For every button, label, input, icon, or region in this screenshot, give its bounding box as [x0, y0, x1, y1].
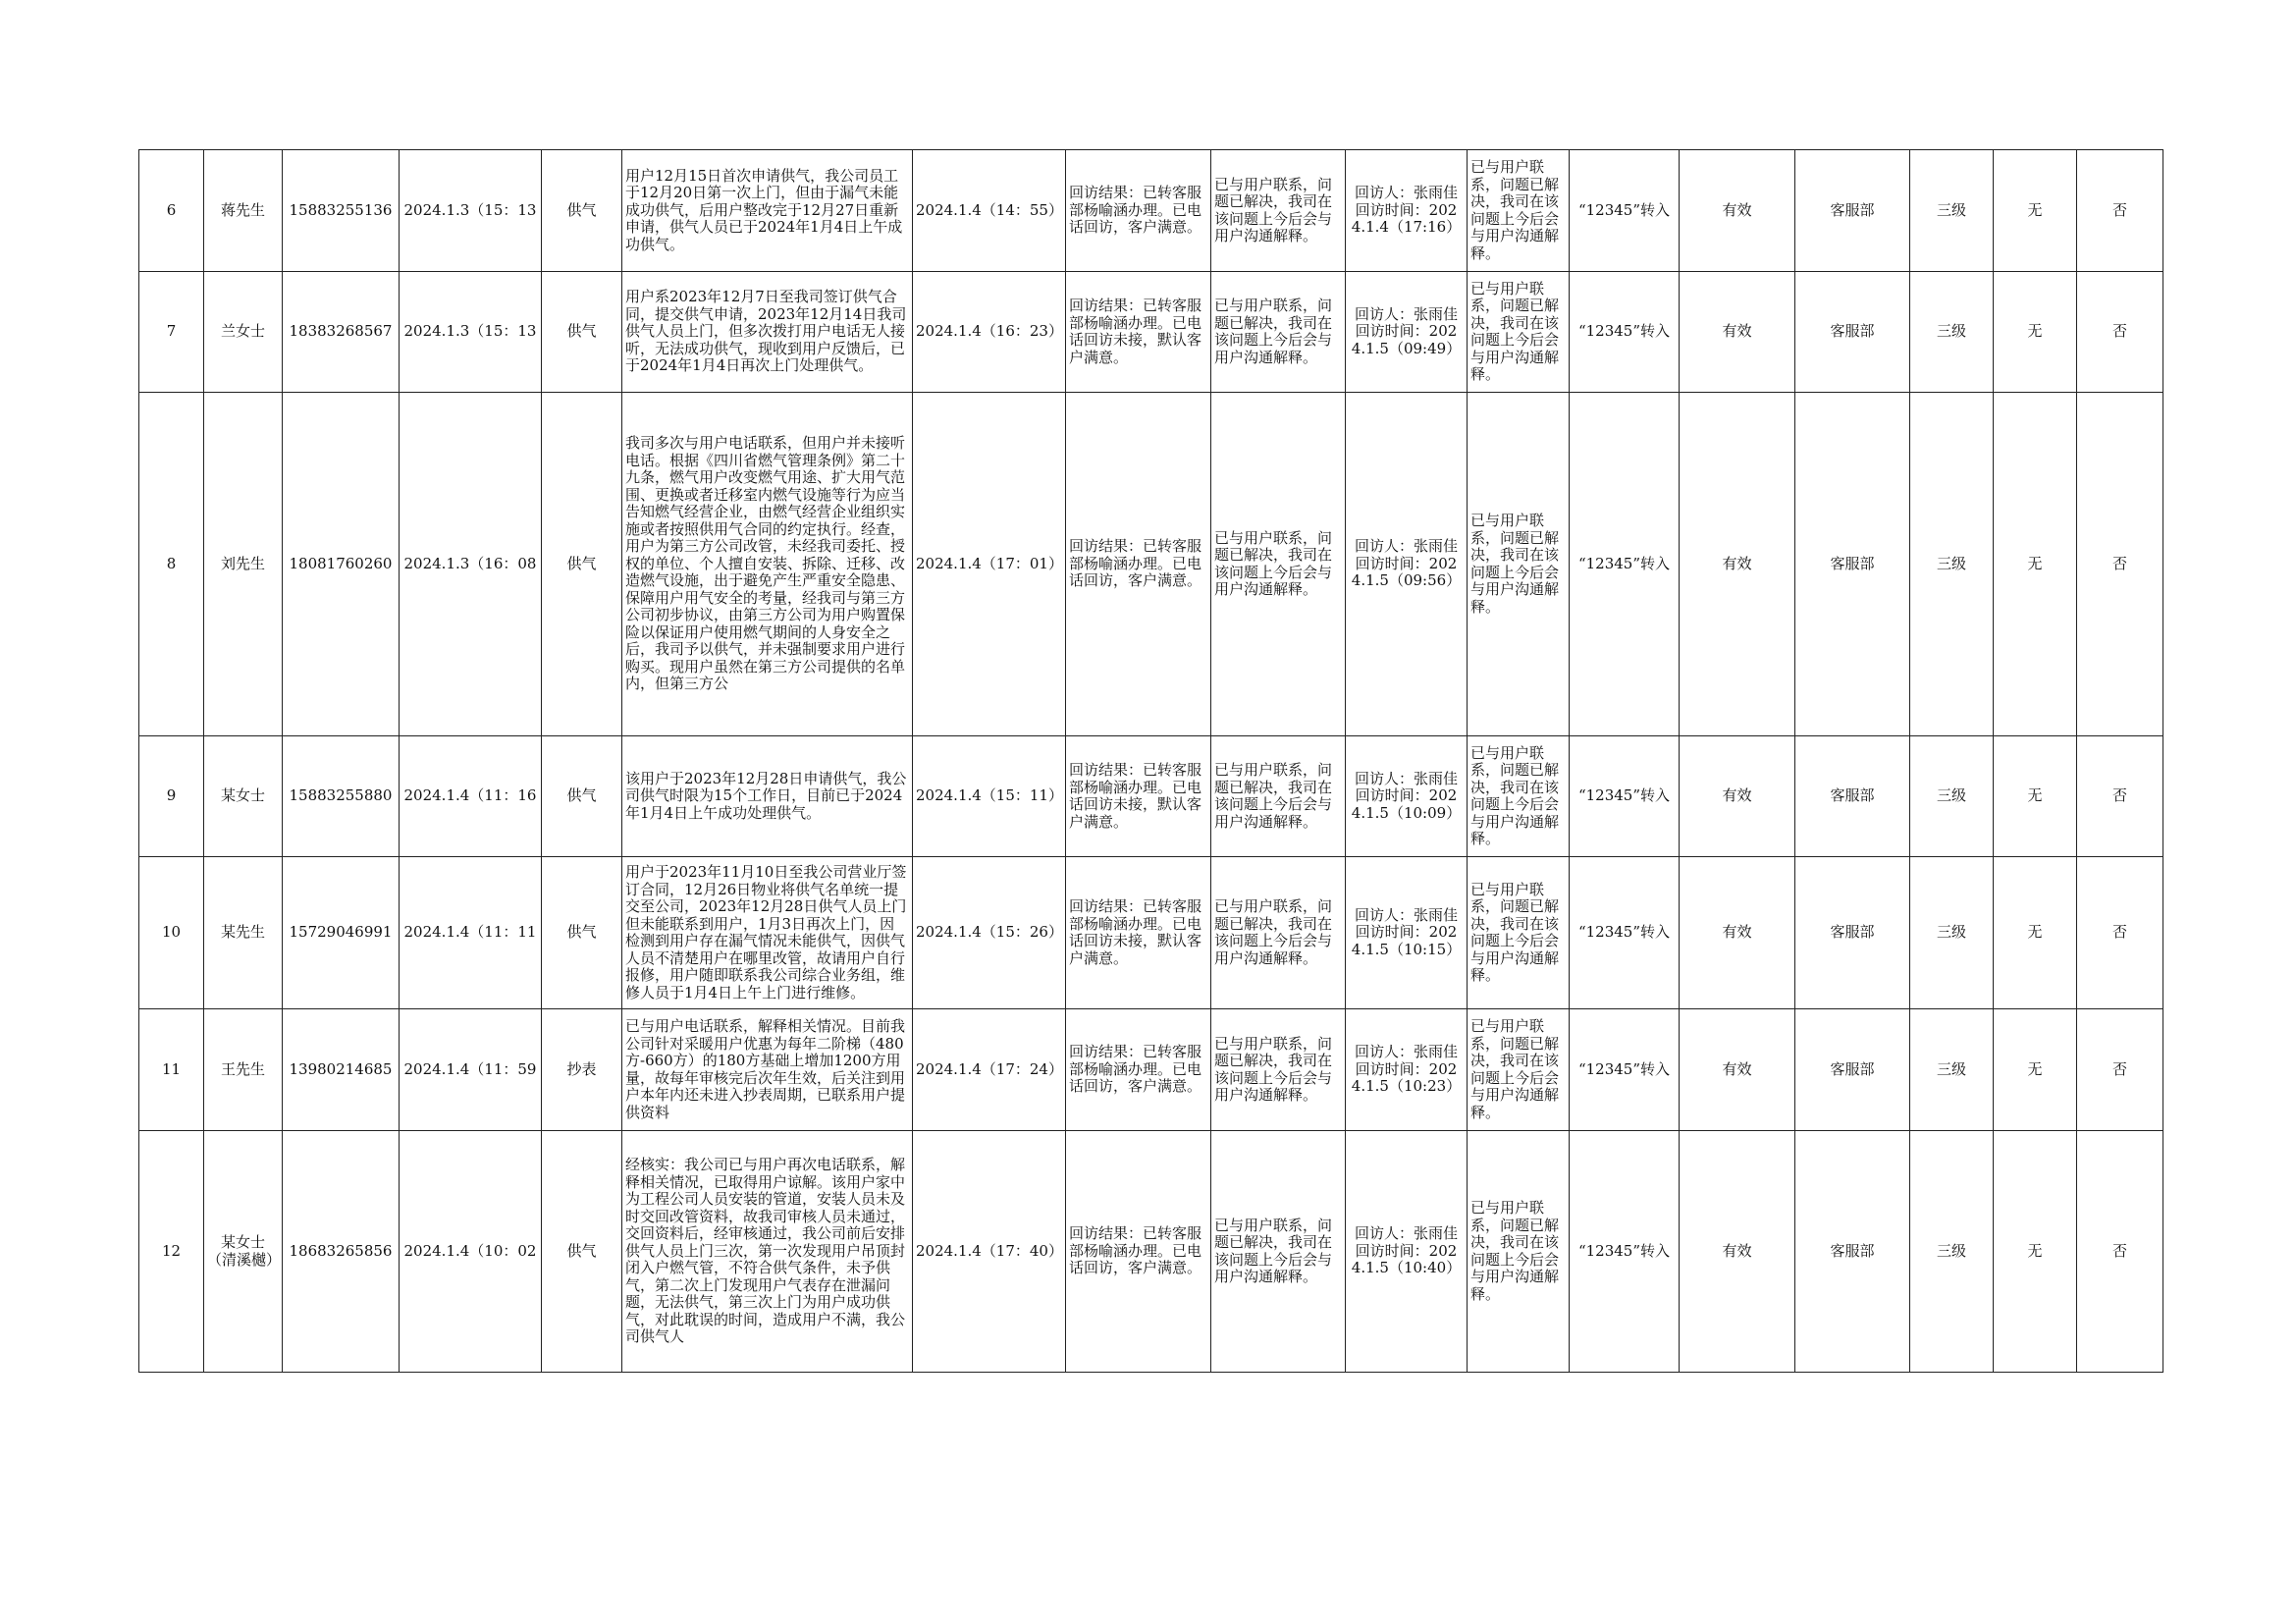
cell-contact-status [1211, 393, 1346, 736]
cell-none-mark: 无 [1994, 736, 2077, 857]
cell-department: 客服部 [1795, 150, 1910, 272]
cell-handling-detail [622, 1131, 913, 1373]
cell-level: 三级 [1910, 1009, 1994, 1131]
cell-none-mark: 无 [1994, 393, 2077, 736]
cell-level: 三级 [1910, 150, 1994, 272]
cell-category: 供气 [542, 857, 622, 1009]
cell-visitor-info [1346, 393, 1488, 736]
cell-none-mark: 无 [1994, 1009, 2077, 1131]
cell-handling-detail [622, 1009, 913, 1131]
cell-complaint-time: 2024.1.3（16：08 [400, 393, 542, 736]
cell-handling-detail-text: 用户于2023年11月10日至我公司营业厅签订合同，12月26日物业将供气名单统一提交至公司，2023年12月28日供气人员上门但未能联系到用户，1月3日再次上门，因检测到用户存在漏气情况未能供气，因供气人员不清楚用户在哪里改管，故请用户自行报修，用户随即联系我公司综合业务组，维修人员于1月4日上午上门进行维修。 [625, 863, 907, 1001]
cell-handled-status [1468, 393, 1570, 736]
cell-visitor-info-text: 回访人：张雨佳 回访时间：2024.1.5（10:15） [1351, 905, 1488, 958]
cell-handling-detail [622, 857, 913, 1009]
cell-visitor-info-text: 回访人：张雨佳 回访时间：2024.1.4（17:16） [1351, 184, 1488, 237]
table-row [139, 150, 2163, 272]
cell-source: “12345”转入 [1570, 857, 1680, 1009]
cell-none-mark: 无 [1994, 857, 2077, 1009]
cell-contact-status-text: 已与用户联系，问题已解决，我司在该问题上今后会与用户沟通解释。 [1214, 897, 1333, 967]
cell-serial-number: 7 [139, 272, 204, 393]
cell-validity: 有效 [1680, 150, 1795, 272]
cell-handling-detail-text: 该用户于2023年12月28日申请供气，我公司供气时限为15个工作日，目前已于2024年1月4日上午成功处理供气。 [625, 769, 907, 822]
table-row [139, 393, 2163, 736]
cell-serial-number: 12 [139, 1131, 204, 1373]
cell-serial-number: 10 [139, 857, 204, 1009]
cell-visit-result-text: 回访结果：已转客服部杨喻涵办理。已电话回访，客户满意。 [1069, 184, 1202, 237]
cell-phone-number: 15883255136 [283, 150, 400, 272]
cell-reply-time: 2024.1.4（15：26） [913, 857, 1066, 1009]
cell-handled-status [1468, 736, 1570, 857]
cell-handling-detail [622, 272, 913, 393]
cell-serial-number: 9 [139, 736, 204, 857]
cell-source: “12345”转入 [1570, 272, 1680, 393]
cell-reply-time: 2024.1.4（15：11） [913, 736, 1066, 857]
cell-validity: 有效 [1680, 272, 1795, 393]
cell-handling-detail-text: 已与用户电话联系，解释相关情况。目前我公司针对采暖用户优惠为每年二阶梯（480方-660方）的180方基础上增加1200方用量，故每年审核完后次年生效，后关注到用户本年内还未进入抄表周期，已联系用户提供资料 [625, 1017, 906, 1121]
cell-visitor-info [1346, 736, 1488, 857]
cell-level: 三级 [1910, 393, 1994, 736]
cell-level: 三级 [1910, 272, 1994, 393]
cell-handled-status-text: 已与用户联系，问题已解决，我司在该问题上今后会与用户沟通解释。 [1470, 743, 1560, 847]
table-row [139, 1131, 2163, 1373]
cell-phone-number: 15883255880 [283, 736, 400, 857]
cell-reply-time: 2024.1.4（14：55） [913, 150, 1066, 272]
cell-reply-time: 2024.1.4（17：40） [913, 1131, 1066, 1373]
cell-complaint-time: 2024.1.4（10：02 [400, 1131, 542, 1373]
cell-customer-name: 蒋先生 [204, 150, 283, 272]
cell-handled-status-text: 已与用户联系，问题已解决，我司在该问题上今后会与用户沟通解释。 [1470, 1017, 1560, 1121]
cell-contact-status [1211, 736, 1346, 857]
cell-handling-detail-text: 经核实：我公司已与用户再次电话联系，解释相关情况，已取得用户谅解。该用户家中为工程公司人员安装的管道，安装人员未及时交回改管资料，故我司审核人员未通过，交回资料后，经审核通过，我公司前后安排供气人员上门三次，第一次发现用户吊顶封闭入户燃气管，不符合供气条件，未予供气，第二次上门发现用户气表存在泄漏问题，无法供气，第三次上门为用户成功供气，对此耽误的时间，造成用户不满，我公司供气人 [625, 1156, 906, 1346]
cell-visitor-info [1346, 272, 1488, 393]
cell-contact-status [1211, 1131, 1346, 1373]
cell-visitor-info-text: 回访人：张雨佳 回访时间：2024.1.5（10:09） [1351, 769, 1488, 822]
cell-contact-status-text: 已与用户联系，问题已解决，我司在该问题上今后会与用户沟通解释。 [1214, 761, 1333, 831]
cell-phone-number: 18383268567 [283, 272, 400, 393]
cell-customer-name: 刘先生 [204, 393, 283, 736]
cell-source: “12345”转入 [1570, 1009, 1680, 1131]
cell-handling-detail-text: 用户12月15日首次申请供气，我公司员工于12月20日第一次上门，但由于漏气未能成功供气，后用户整改完于12月27日重新申请，供气人员已于2024年1月4日上午成功供气。 [625, 166, 903, 253]
cell-handled-status [1468, 150, 1570, 272]
cell-visit-result [1066, 272, 1211, 393]
cell-handled-status-text: 已与用户联系，问题已解决，我司在该问题上今后会与用户沟通解释。 [1470, 512, 1560, 616]
table-body [139, 150, 2163, 1373]
cell-level: 三级 [1910, 857, 1994, 1009]
cell-visit-result-text: 回访结果：已转客服部杨喻涵办理。已电话回访，客户满意。 [1069, 1043, 1202, 1096]
cell-handled-status [1468, 1131, 1570, 1373]
cell-visit-result [1066, 736, 1211, 857]
cell-complaint-time: 2024.1.3（15：13 [400, 150, 542, 272]
cell-customer-name: 王先生 [204, 1009, 283, 1131]
cell-validity: 有效 [1680, 1009, 1795, 1131]
cell-category: 供气 [542, 1131, 622, 1373]
cell-contact-status-text: 已与用户联系，问题已解决，我司在该问题上今后会与用户沟通解释。 [1214, 528, 1333, 598]
cell-visitor-info [1346, 150, 1488, 272]
cell-source: “12345”转入 [1570, 393, 1680, 736]
cell-flag: 否 [2077, 857, 2163, 1009]
cell-source: “12345”转入 [1570, 150, 1680, 272]
cell-customer-name: 兰女士 [204, 272, 283, 393]
cell-department: 客服部 [1795, 1131, 1910, 1373]
cell-visit-result-text: 回访结果：已转客服部杨喻涵办理。已电话回访，客户满意。 [1069, 537, 1202, 590]
cell-contact-status-text: 已与用户联系，问题已解决，我司在该问题上今后会与用户沟通解释。 [1214, 175, 1333, 244]
cell-department: 客服部 [1795, 1009, 1910, 1131]
cell-source: “12345”转入 [1570, 736, 1680, 857]
cell-none-mark: 无 [1994, 150, 2077, 272]
cell-phone-number: 18081760260 [283, 393, 400, 736]
cell-contact-status-text: 已与用户联系，问题已解决，我司在该问题上今后会与用户沟通解释。 [1214, 1034, 1333, 1104]
cell-handled-status-text: 已与用户联系，问题已解决，我司在该问题上今后会与用户沟通解释。 [1470, 880, 1560, 984]
cell-handling-detail [622, 393, 913, 736]
cell-phone-number: 15729046991 [283, 857, 400, 1009]
cell-reply-time: 2024.1.4（17：01） [913, 393, 1066, 736]
cell-category: 抄表 [542, 1009, 622, 1131]
cell-handling-detail [622, 736, 913, 857]
cell-visit-result [1066, 1009, 1211, 1131]
cell-department: 客服部 [1795, 272, 1910, 393]
cell-level: 三级 [1910, 736, 1994, 857]
cell-flag: 否 [2077, 736, 2163, 857]
cell-none-mark: 无 [1994, 1131, 2077, 1373]
cell-flag: 否 [2077, 150, 2163, 272]
cell-category: 供气 [542, 272, 622, 393]
cell-visitor-info-text: 回访人：张雨佳 回访时间：2024.1.5（10:40） [1351, 1224, 1488, 1277]
cell-serial-number: 8 [139, 393, 204, 736]
cell-customer-name: 某女士 [204, 736, 283, 857]
cell-complaint-time: 2024.1.4（11：11 [400, 857, 542, 1009]
cell-serial-number: 6 [139, 150, 204, 272]
cell-category: 供气 [542, 150, 622, 272]
cell-visit-result-text: 回访结果：已转客服部杨喻涵办理。已电话回访未接，默认客户满意。 [1069, 297, 1202, 366]
cell-visit-result-text: 回访结果：已转客服部杨喻涵办理。已电话回访未接，默认客户满意。 [1069, 761, 1202, 831]
table-row [139, 857, 2163, 1009]
cell-serial-number: 11 [139, 1009, 204, 1131]
cell-flag: 否 [2077, 393, 2163, 736]
cell-source: “12345”转入 [1570, 1131, 1680, 1373]
cell-visitor-info-text: 回访人：张雨佳 回访时间：2024.1.5（10:23） [1351, 1043, 1488, 1096]
cell-customer-name: 某女士（清溪樾） [204, 1131, 283, 1373]
cell-contact-status-text: 已与用户联系，问题已解决，我司在该问题上今后会与用户沟通解释。 [1214, 297, 1333, 366]
cell-category: 供气 [542, 393, 622, 736]
cell-handling-detail [622, 150, 913, 272]
cell-contact-status [1211, 150, 1346, 272]
cell-visit-result [1066, 1131, 1211, 1373]
cell-contact-status [1211, 272, 1346, 393]
cell-handling-detail-text: 用户系2023年12月7日至我司签订供气合同，提交供气申请，2023年12月14日我司供气人员上门，但多次拨打用户电话无人接听，无法成功供气，现收到用户反馈后，已于2024年1月4日再次上门处理供气。 [625, 288, 907, 375]
cell-validity: 有效 [1680, 736, 1795, 857]
cell-department: 客服部 [1795, 393, 1910, 736]
cell-visitor-info-text: 回访人：张雨佳 回访时间：2024.1.5（09:49） [1351, 304, 1488, 357]
cell-flag: 否 [2077, 1131, 2163, 1373]
cell-complaint-time: 2024.1.4（11：59 [400, 1009, 542, 1131]
cell-visitor-info [1346, 1009, 1488, 1131]
cell-handled-status-text: 已与用户联系，问题已解决，我司在该问题上今后会与用户沟通解释。 [1470, 158, 1560, 262]
cell-handled-status-text: 已与用户联系，问题已解决，我司在该问题上今后会与用户沟通解释。 [1470, 279, 1560, 383]
cell-visit-result [1066, 393, 1211, 736]
cell-customer-name: 某先生 [204, 857, 283, 1009]
cell-contact-status [1211, 857, 1346, 1009]
cell-validity: 有效 [1680, 857, 1795, 1009]
cell-handled-status [1468, 1009, 1570, 1131]
cell-none-mark: 无 [1994, 272, 2077, 393]
cell-category: 供气 [542, 736, 622, 857]
cell-handled-status-text: 已与用户联系，问题已解决，我司在该问题上今后会与用户沟通解释。 [1470, 1199, 1560, 1303]
cell-handling-detail-text: 我司多次与用户电话联系，但用户并未接听电话。根据《四川省燃气管理条例》第二十九条，燃气用户改变燃气用途、扩大用气范围、更换或者迁移室内燃气设施等行为应当告知燃气经营企业，由燃气经营企业组织实施或者按照供用气合同的约定执行。经查，用户为第三方公司改管，未经我司委托、授权的单位、个人擅自安装、拆除、迁移、改造燃气设施，出于避免产生严重安全隐患、保障用户用气安全的考量，经我司与第三方公司初步协议，由第三方公司为用户购置保险以保证用户使用燃气期间的人身安全之后，我司予以供气，并未强制要求用户进行购买。现用户虽然在第三方公司提供的名单内，但第三方公 [625, 434, 906, 693]
cell-visit-result-text: 回访结果：已转客服部杨喻涵办理。已电话回访未接，默认客户满意。 [1069, 897, 1202, 967]
cell-reply-time: 2024.1.4（16：23） [913, 272, 1066, 393]
cell-flag: 否 [2077, 272, 2163, 393]
cell-contact-status [1211, 1009, 1346, 1131]
cell-complaint-time: 2024.1.4（11：16 [400, 736, 542, 857]
cell-level: 三级 [1910, 1131, 1994, 1373]
cell-complaint-time: 2024.1.3（15：13 [400, 272, 542, 393]
cell-department: 客服部 [1795, 736, 1910, 857]
cell-handled-status [1468, 857, 1570, 1009]
cell-flag: 否 [2077, 1009, 2163, 1131]
cell-reply-time: 2024.1.4（17：24） [913, 1009, 1066, 1131]
table-row [139, 736, 2163, 857]
cell-visit-result [1066, 857, 1211, 1009]
cell-visit-result-text: 回访结果：已转客服部杨喻涵办理。已电话回访，客户满意。 [1069, 1224, 1202, 1277]
cell-visitor-info-text: 回访人：张雨佳 回访时间：2024.1.5（09:56） [1351, 537, 1488, 590]
cell-validity: 有效 [1680, 1131, 1795, 1373]
cell-department: 客服部 [1795, 857, 1910, 1009]
table-row [139, 272, 2163, 393]
complaint-record-table [138, 149, 2163, 1373]
cell-visit-result [1066, 150, 1211, 272]
cell-phone-number: 18683265856 [283, 1131, 400, 1373]
cell-handled-status [1468, 272, 1570, 393]
cell-visitor-info [1346, 1131, 1488, 1373]
cell-contact-status-text: 已与用户联系，问题已解决，我司在该问题上今后会与用户沟通解释。 [1214, 1216, 1333, 1285]
cell-validity: 有效 [1680, 393, 1795, 736]
cell-phone-number: 13980214685 [283, 1009, 400, 1131]
cell-visitor-info [1346, 857, 1488, 1009]
table-row [139, 1009, 2163, 1131]
